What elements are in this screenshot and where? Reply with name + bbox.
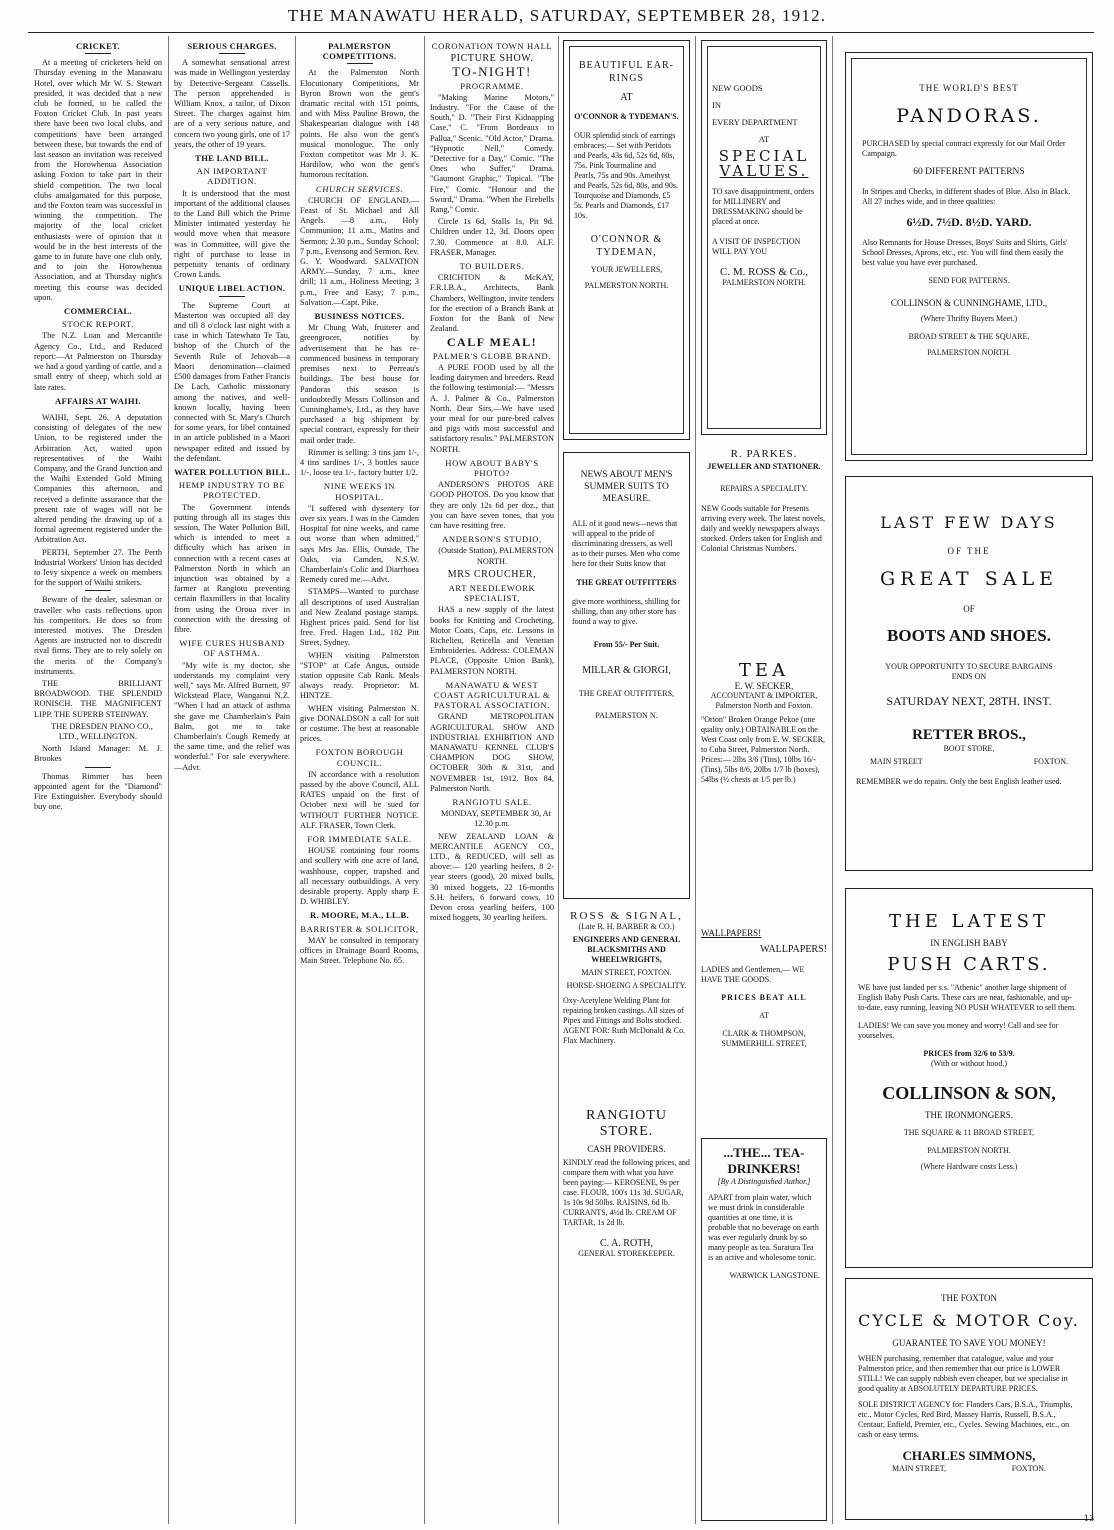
subhead-land-bill: AN IMPORTANT ADDITION.	[196, 166, 268, 187]
headline-asthma: WIFE CURES HUSBAND OF ASTHMA.	[179, 638, 285, 659]
sale-sub: YOUR OPPORTUNITY TO SECURE BARGAINS ENDS ON	[885, 662, 1053, 681]
headline-calf-meal: CALF MEAL!	[446, 335, 538, 350]
headline-commercial: COMMERCIAL.	[64, 306, 132, 317]
sale-date: MONDAY, SEPTEMBER 30, At 12.30 p.m.	[441, 809, 551, 829]
oconnor-at: AT	[620, 92, 633, 103]
sale-heading1: LAST FEW DAYS	[880, 513, 1058, 532]
ad-moore: MAY be consulted in temporary offices in Drainage Board Rooms, Main Street. Telephone No. 65.	[300, 935, 419, 966]
newsmen-title: NEWS ABOUT MEN'S SUMMER SUITS TO MEASURE.	[580, 470, 673, 504]
collinson-addr: THE SQUARE & 11 BROAD STREET,	[903, 1128, 1035, 1137]
oconnor-sub: YOUR JEWELLERS,	[590, 265, 663, 274]
parkes-heading: REPAIRS A SPECIALITY.	[720, 484, 808, 493]
headline-association: MANAWATU & WEST COAST AGRICULTURAL & PASTORAL ASSOCIATION.	[433, 679, 551, 711]
ad-anderson: ANDERSON'S PHOTOS ARE GOOD PHOTOS. Do you know that they are only 12s 6d per doz., that you can have seven tones, that you can have resitting free.	[430, 480, 554, 530]
page-number: 13	[1084, 1514, 1095, 1523]
ad-collinson-son	[845, 888, 1093, 1268]
article-stock-report: The N.Z. Loan and Mercantile Agency Co., Ltd., and Reduced report:—At Palmerston on Thursday we had a good yarding of cattle, and a small entry of sheep, which sold at late rates.	[34, 331, 162, 392]
ross-heading: ENGINEERS AND GENERAL BLACKSMITHS AND WHEELWRIGHTS,	[572, 935, 681, 964]
ad-secker-tea	[701, 660, 827, 920]
article-dresden: Beware of the dealer, salesman or traveller who casts reflections upon his competitors. He does so from interested motives. The Dresden Agents are instructed not to discredit rival firms. They are to rely solely on the merits of the Company's instruments.	[34, 595, 162, 676]
sale-of2: OF	[963, 604, 975, 614]
newsmen-body: ALL of it good news—news that will appeal to the pride of discriminating dressers, as well as to their purses. Men who come here for their Suits know that	[572, 519, 680, 568]
oconnor-title: BEAUTIFUL EAR-RINGS	[578, 60, 674, 84]
headline-town-hall: CORONATION TOWN HALL	[431, 41, 553, 51]
headline-competitions: PALMERSTON COMPETITIONS.	[322, 41, 397, 62]
sale-foot: REMEMBER we do repairs. Only the best English leather used.	[856, 777, 1062, 786]
headline-rangiotu-sale: RANGIOTU SALE.	[452, 797, 532, 808]
pandoras-place: PALMERSTON NORTH.	[927, 348, 1011, 357]
article-hospital: "I suffered with dysentery for over six years. I was in the Camden Hospital for nine weeks, and came out worse than when admitted," says Mrs Jas. Ellis, Outside, The Oaks, via Camden, N.S.W. Chamberlain's Colic and Diarrhoea Remedy cured me.—Advt.	[300, 503, 419, 585]
push-hood: (With or without hood.)	[930, 1059, 1008, 1068]
anderson-address: (Outside Station), PALMERSTON NORTH.	[438, 546, 554, 566]
ad-builders: CRICHTON & McKAY, F.R.I.B.A., Architects, Bank Chambers, Wellington, invite tenders for the erection of a Branch Bank at Foxton for the Bank of New Zealand.	[430, 273, 554, 334]
rangiotu-sub: CASH PROVIDERS.	[587, 1144, 666, 1154]
push-heading2: PUSH CARTS.	[887, 954, 1051, 975]
ad-oconnor-tydeman	[563, 40, 690, 440]
ross2-visit: A VISIT OF INSPECTION WILL PAY YOU	[712, 237, 801, 256]
rangiotu-body: KINDLY read the following prices, and compare them with what you have been paying:— KEROSENE, 9s per case. FLOUR, 100's 11s 3d. SUGAR, 1s 10s 9d 50lbs. RAISINS, 6d lb. CURRANTS, 4½d lb. CREAM OF TARTAR, 1s 2d lb.	[563, 1158, 690, 1227]
subhead-stock-report: STOCK REPORT.	[62, 319, 134, 330]
dresden-company: THE DRESDEN PIANO CO., LTD., WELLINGTON.	[51, 721, 153, 741]
ross2-special: SPECIAL	[718, 147, 810, 165]
newsmen-tag: THE GREAT OUTFITTERS,	[578, 689, 675, 698]
push-body2: LADIES! We can save you money and worry! Call and see for yourselves.	[858, 1021, 1059, 1040]
parkes-sub: JEWELLER AND STATIONER.	[707, 462, 821, 471]
ad-retter-bros	[845, 476, 1093, 871]
pandoras-sub: (Where Thrifty Buyers Meet.)	[920, 314, 1018, 323]
masthead: THE MANAWATU HERALD, SATURDAY, SEPTEMBER 28, 1912.	[287, 6, 827, 25]
programme-prices: Circle 1s 6d, Stalls 1s, Pit 9d. Children under 12, 3d. Doors open 7.30. Commence at 8.0. ALF. FRASER, Manager.	[430, 217, 554, 257]
pandoras-name: COLLINSON & CUNNINGHAME, LTD.,	[890, 298, 1048, 308]
column-divider	[695, 36, 696, 1524]
ad-rangiotu-store	[563, 1108, 690, 1513]
teadrinkers-sign: WARWICK LANGSTONE.	[729, 1271, 820, 1280]
column-1	[34, 38, 162, 1520]
teadrinkers-title: ...THE... TEA-DRINKERS!	[723, 1145, 805, 1176]
cycle-guarantee: GUARANTEE TO SAVE YOU MONEY!	[892, 1338, 1046, 1348]
pandoras-body2: In Stripes and Checks, in different shades of Blue. Also in Black. All 27 inches wide, and in three qualities:	[862, 187, 1071, 206]
push-sub: IN ENGLISH BABY	[930, 938, 1008, 948]
programme-list: "Making Marine Motors," Industry. "For the Cause of the South," D. "Their First Kidnapping Case," C. "From Bordeaux to Pallua," Scenic. "Old Actor," Drama. "Hypnotic Nell," Comedy. "Detective for a Day," Comic. "The Ones who Suffer," Drama. "Gaumont Graphic," Topical. "The Fire," Comic. "Honour and the Sword," Drama. "When the Firebells Rang," Comic.	[430, 92, 554, 215]
headline-land-bill: THE LAND BILL.	[195, 153, 269, 164]
teadrinkers-body: APART from plain water, which we must drink in considerable quantities at one time, it is probable that no beverage on earth was ever regularly drunk by so many people as tea. Suratura Tea is an active and wholesome tonic.	[708, 1193, 819, 1262]
pandoras-body3: Also Remnants for House Dresses, Boys' Suits and Shirts, Girls' School Dresses, Aprons, etc., etc. You will find them easily the best value you have ever purchased.	[862, 238, 1068, 267]
tea-body: "Orion" Broken Orange Pekoe (one quality only.) OBTAINABLE on the West Coast only from E. W. SECKER, to Cuba Street, Palmerston North. Prices:— 2lbs 3/6 (Tins), 10lbs 16/- (Tins), 5lbs 8/6, 20lbs 1/7 lb (boxes), 54lbs (½ chests at 1/5 per lb.)	[701, 715, 826, 784]
subhead-calf-meal: PALMER'S GLOBE BRAND.	[432, 350, 552, 361]
ad-association: GRAND METROPOLITAN AGRICULTURAL SHOW AND INDUSTRIAL EXHIBITION AND MANAWATU KENNEL CLUB'S CHAMPION DOG SHOW, OCTOBER 30th & 31st, and NOVEMBER 1st, 1912. Box 84, Palmerston North.	[430, 712, 554, 793]
cycle-title: CYCLE & MOTOR Coy.	[858, 1311, 1080, 1330]
pandoras-patterns: 60 DIFFERENT PATTERNS	[913, 167, 1025, 177]
cycle-name: CHARLES SIMMONS,	[902, 1448, 1036, 1463]
dresden-manager: North Island Manager: M. J. Brookes	[34, 744, 162, 764]
headline-waihi: AFFAIRS AT WAIHI.	[55, 395, 141, 406]
headline-serious-charges: SERIOUS CHARGES.	[187, 41, 277, 51]
tea-sub: ACCOUNTANT & IMPORTER,	[710, 691, 818, 700]
article-business: Mr Chung Wah, fruiterer and greengrocer, notifies by advertisement that he has re-commenced business in temporary premises next to Perreau's buildings. The best house for Pandoras this season is undoubtedly Messrs Collinson and Cunninghame's, Ltd., as they have purchased a big shipment by special contract, expressly for their mail order trade.	[300, 323, 419, 445]
subhead-hemp: HEMP INDUSTRY TO BE PROTECTED.	[178, 480, 286, 501]
article-church: CHURCH OF ENGLAND.—Feast of St. Michael and All Angels. —8 a.m., Holy Communion; 11 a.m., Matins and Sermon; 2.30 p.m., Sunday School; 7 p.m., Evensong and Sermon. Rev. G. Y. Woodward. SALVATION ARMY.—Sunday, 7 a.m., knee drill; 11 a.m., Holiness Meeting; 3 p.m., Free and Easy; 7 p.m., Salvation.—Capt. Pike.	[300, 195, 419, 307]
ross2-in: IN	[712, 100, 721, 110]
cycle-main: MAIN STREET,	[892, 1464, 947, 1473]
ad-millar-giorgi	[563, 452, 690, 899]
column-divider	[295, 36, 296, 1524]
article-cricket: At a meeting of cricketers held on Thursday evening in the Manawatu Hotel, over which Mr W. S. Stewart presided, it was decided that a new club be formed, to be called the Foxton Cricket Club. In past years there have been two local clubs, and competitions have been arranged between these, but towards the end of last season an invitation was received from the Horowhenua Association asking Foxton to take part in their shield competition. The two local clubs amalgamated for this purpose, and the Foxton team was successful in winning the competition. The majority of the local cricket enthusiasts were of opinion that it would be in the best interests of the game to in future have one club only, and to join the Horowhenua Association, and at Thursday night's meeting this course was decided upon.	[34, 58, 162, 302]
tea-name: E. W. SECKER,	[734, 681, 794, 691]
headline-tonight: TO-NIGHT!	[452, 64, 532, 80]
ad-ross-signal	[563, 910, 690, 1100]
column-divider	[424, 36, 425, 1524]
ross2-place: PALMERSTON NORTH.	[722, 278, 806, 287]
rangiotu-name: C. A. ROTH,	[599, 1238, 654, 1249]
ross-title: ROSS & SIGNAL,	[570, 910, 683, 922]
article-serious-charges: A somewhat sensational arrest was made in Wellington yesterday by Detective-Sergeant Cassells. The person apprehended is William Knox, a tailor, of Dixon Street. The charges against him are of a very serious nature, and concern two young girls, one of 17 years, the other of 19 years.	[174, 58, 290, 149]
oconnor-shop: O'CONNOR & TYDEMAN'S.	[574, 112, 679, 121]
tea-title: TEA	[738, 660, 790, 681]
oconnor-body: OUR splendid stock of earrings embraces:— Set with Peridots and Pearls, 43s 6d, 52s 6d, 60s, 75s. Pink Tourmaline and Pearls, 75s and 90s. Amethyst and Pearls, 52s 6d, 80s, and 90s. Tourquoise and Diamonds, £5 5s. Pearls and Diamonds, £17 10s.	[574, 131, 678, 220]
headline-sale: FOR IMMEDIATE SALE.	[307, 834, 412, 845]
ross-heading2: HORSE-SHOEING A SPECIALITY.	[566, 981, 687, 990]
headline-cricket: CRICKET.	[75, 41, 121, 51]
column-3	[300, 38, 419, 1520]
ad-loan-agency: NEW ZEALAND LOAN & MERCANTILE AGENCY CO., LTD., & REDUCED, will sell as above:— 120 yearling heifers, 8 2-year steers (good), 20 mixed bulls, 30 mixed hoggets, 22 16-months S.H. heifers, 6 forward cows, 10 Devon cross yearling heifers, 100 mixed hoggets, 30 yearling heifers.	[430, 831, 554, 923]
article-pianos: THE BRILLIANT BROADWOOD. THE SPLENDID RONISCH. THE MAGNIFICENT LIPP. THE SUPERB STEINWAY.	[34, 678, 162, 719]
article-waihi: WAIHI, Sept. 26. A deputation consisting of delegates of the new Union, to be registered under the Arbitration Act, waited upon representatives of the Waihi Company, and the Grand Junction and the Waihi Extended Gold Mining Companies this afternoon, and received a definite assurance that the present rate of wages will not be altered pending the drawing up of a formal agreement registered under the Arbitration Act.	[34, 412, 162, 545]
notice-borough: IN accordance with a resolution passed by the above Council, ALL RATES unpaid on the first of October next will be sued for WITHOUT FURTHER NOTICE. ALF. FRASER, Town Clerk.	[300, 769, 419, 830]
ad-donaldson: WHEN visiting Palmerston N. give DONALDSON a call for suit or costume. The best at reasonable prices.	[300, 703, 419, 744]
teadrinkers-sub: [By A Distinguished Author.]	[717, 1177, 811, 1186]
oconnor-place: PALMERSTON NORTH.	[584, 281, 669, 290]
headline-church: CHURCH SERVICES.	[315, 183, 404, 194]
ross2-name: C. M. ROSS & Co.,	[719, 266, 809, 278]
ad-wallpapers	[701, 928, 827, 1078]
pandoras-body: PURCHASED by special contract expressly for our Mail Order Campaign.	[862, 139, 1066, 158]
headline-borough: FOXTON BOROUGH COUNCIL.	[315, 747, 404, 768]
ad-tea-drinkers	[701, 1138, 827, 1521]
collinson-note: (Where Hardware costs Less.)	[920, 1162, 1018, 1171]
rangiotu-tag: GENERAL STOREKEEPER.	[578, 1249, 675, 1258]
push-prices: PRICES from 32/6 to 53/9.	[923, 1049, 1015, 1058]
rangiotu-title: RANGIOTU STORE.	[585, 1108, 668, 1139]
cycle-body2: SOLE DISTRICT AGENCY for: Flanders Cars, B.S.A., Triumphs, etc., Motor Cycles, Red Bird, Massey Harris, Russell, B.S.A., Centaur, Enfield, Premier, etc., Cycles. Sewing Machines, etc., on cash or easy terms.	[858, 1400, 1073, 1439]
wallpapers-street: SUMMERHILL STREET,	[721, 1039, 807, 1048]
cycle-body: WHEN purchasing, remember that catalogue, value and your Palmerston price, and then remember that our price is LOWER STILL! We can supply rubbish even cheaper, but we specialise in good quality at ABSOLUTELY DEPARTURE PRICES.	[858, 1354, 1068, 1393]
sale-of: OF THE	[947, 546, 991, 556]
collinson-place: PALMERSTON NORTH.	[927, 1146, 1011, 1155]
wallpapers-name: CLARK & THOMPSON,	[722, 1029, 806, 1038]
cycle-heading: THE FOXTON	[940, 1293, 998, 1303]
pandoras-send: SEND FOR PATTERNS.	[928, 276, 1010, 285]
ad-parkes	[701, 448, 827, 648]
column-divider	[558, 36, 559, 1524]
ad-stamps: STAMPS—Wanted to purchase all descriptions of used Australian and New Zealand postage stamps. Highest prices paid. Send for list free. Fred. Hagen Ltd., 182 Pitt Street, Sydney.	[300, 587, 419, 648]
sale-date: SATURDAY NEXT, 28TH. INST.	[886, 694, 1052, 708]
pandoras-addr: BROAD STREET & THE SQUARE,	[908, 332, 1030, 341]
headline-programme: PROGRAMME.	[460, 80, 524, 91]
ross2-dep: EVERY DEPARTMENT	[712, 117, 798, 127]
newsmen-place: PALMERSTON N.	[595, 711, 658, 720]
newsmen-name: MILLAR & GIORGI,	[582, 665, 671, 676]
pandoras-heading: THE WORLD'S BEST	[919, 83, 1019, 93]
headline-moore: R. MOORE, M.A., LL.B.	[310, 910, 409, 921]
headline-business: BUSINESS NOTICES.	[314, 311, 405, 322]
wallpapers-heading: PRICES BEAT ALL	[721, 993, 807, 1002]
sale-name: RETTER BROS.,	[912, 727, 1026, 743]
wallpapers-title: WALLPAPERS!	[701, 928, 762, 938]
pandoras-prices: 6½D. 7½D. 8½D. YARD.	[906, 215, 1032, 229]
ad-pandoras	[845, 52, 1093, 461]
article-competitions: At the Palmerston North Elocutionary Competitions, Mr Byron Brown won the gent's dramatic recital with 151 points, and with Miss Pauline Brown, the Shakespearian dialogue with 148 points. He also won the gent's musical monologue. The only Foxton competitor was Mr J. K. Hardilow, who won the gent's humorous recitation.	[300, 68, 419, 180]
headline-libel-action: UNIQUE LIBEL ACTION.	[178, 283, 286, 294]
column-divider	[832, 36, 833, 1524]
tea-place: Palmerston North and Foxton.	[715, 701, 813, 710]
headline-builders: TO BUILDERS.	[459, 261, 525, 272]
masthead-rule	[28, 32, 1094, 33]
sale-store: BOOT STORE,	[943, 744, 995, 753]
oconnor-name: O'CONNOR & TYDEMAN,	[590, 234, 663, 258]
parkes-body: NEW Goods suitable for Presents arriving every week. The latest novels, daily and weekly newspapers always stocked. Orders taken for English and Colonial Christmas Numbers.	[701, 504, 826, 553]
article-rimmer-prices: Rimmer is selling: 3 tins jam 1/-, 4 tins sardines 1/-, 3 bottles sauce 1/-, loose tea 1/-, factory butter 1/2.	[300, 447, 419, 478]
sale-main: MAIN STREET	[870, 757, 923, 766]
sale-town: FOXTON.	[1033, 757, 1068, 766]
sale-heading2: GREAT SALE	[880, 568, 1058, 590]
column-4	[430, 38, 554, 1520]
ross2-at: AT	[758, 134, 770, 144]
ross-sub: (Late R. H. BARBER & CO.)	[578, 922, 675, 931]
headline-water-pollution: WATER POLLUTION BILL.	[174, 466, 290, 477]
headline-croucher: MRS CROUCHER,	[447, 568, 537, 580]
ross-body: Oxy-Acetylene Welding Plant for repairing broken castings. All sizes of Pipes and Fittings and Bolts stocked. AGENT FOR: Ruth McDonald & Co. Flax Machinery.	[563, 996, 686, 1045]
article-libel-action: The Supreme Court at Masterton was occupied all day and till 8 o'clock last night with a case in which Tatewhato Te Tau, bishop of the Church of the Seventh Rule of Jehovah—a Maori denomination—claimed £500 damages from Father Francis De Lach, Catholic missionary among the natives, and well-known locally, having been connected with St. Mary's Church for some years, for libel contained in an article published in a Maori newspaper edited and issued by the defendant.	[174, 300, 290, 463]
collinson-sub: THE IRONMONGERS.	[924, 1110, 1013, 1120]
ad-cm-ross	[701, 40, 827, 435]
column-divider	[168, 36, 169, 1524]
wallpapers-at: AT	[759, 1011, 769, 1020]
wallpapers-body: LADIES and Gentlemen,— WE HAVE THE GOODS.	[701, 965, 805, 984]
headline-anderson-studio: ANDERSON'S STUDIO,	[442, 534, 542, 545]
newsmen-sub: THE GREAT OUTFITTERS	[576, 578, 677, 587]
subhead-barrister: BARRISTER & SOLICITOR,	[300, 923, 419, 934]
newsmen-body2: give more worthiness, shilling for shilling, than any other store has found a way to give.	[572, 597, 681, 626]
ross-street: MAIN STREET, FOXTON.	[581, 968, 672, 977]
headline-baby-photo: HOW ABOUT BABY'S PHOTO?	[445, 457, 539, 478]
ad-cafe-angus: WHEN visiting Palmerston "STOP" at Cafe Angus, outside station opposite Cab Rank. Meals always ready. Proprietor: M. HINTZE.	[300, 650, 419, 701]
headline-hospital: NINE WEEKS IN HOSPITAL.	[323, 481, 396, 502]
ad-foxton-cycle	[845, 1278, 1093, 1520]
column-2	[174, 38, 290, 1520]
ad-house: HOUSE containing four rooms and scullery with one acre of land, washhouse, copper, trapshed and all necessary outbuildings. A very desirable property. Apply sharp F. D. WHIBLEY.	[300, 846, 419, 907]
wallpapers-title2: WALLPAPERS!	[760, 944, 827, 955]
ad-croucher: HAS a new supply of the latest books for Knitting and Crocheting, Motor Coats, Caps, etc. Lessons in Richelieu, Reticella and Venetian Embroideries. Address: COLEMAN PLACE, (Opposite Union Bank), PALMERSTON NORTH.	[430, 605, 554, 676]
subhead-croucher: ART NEEDLEWORK SPECIALIST,	[448, 582, 536, 604]
article-perth: PERTH, September 27. The Perth Industrial Workers' Union has decided to levy sixpence a week on members for the support of Waihi strikers.	[34, 547, 162, 588]
push-heading1: THE LATEST	[888, 911, 1049, 932]
article-land-bill: It is understood that the most important of the additional clauses to the Land Bill which the Prime Minister intimated yesterday he would move when that measure was in Committee, will give the right of purchase to lease in perpetuity tenants of ordinary Crown Lands.	[174, 188, 290, 280]
article-asthma: "My wife is my doctor, she understands my complaint very well," says Mr. Alfred Burnett, 97 Wickstead Place, Wanganui N.Z. "When I had an attack of asthma she gave me Chamberlain's Pain Balm, got me to take Chamberlain's Cough Remedy at the same time, and the relief was wonderful." For sale everywhere.—Advt.	[174, 660, 290, 772]
ross2-title: NEW GOODS	[712, 83, 763, 93]
ross2-body: TO save disappointment, orders for MILLINERY and DRESSMAKING should be placed at once.	[712, 187, 815, 226]
cycle-town: FOXTON.	[1011, 1464, 1046, 1473]
pandoras-title: PANDORAS.	[896, 105, 1042, 127]
sale-heading3: BOOTS AND SHOES.	[887, 626, 1051, 645]
ad-calf-meal: A PURE FOOD used by all the leading dairymen and breeders. Read the following testimonial:— "Messrs A. J. Palmer & Co., Palmerston North. Dear Sirs,—We have used your meal for our pure-bred calves and pigs with most successful and satisfactory results." PALMERSTON NORTH.	[430, 362, 554, 454]
newsmen-price: From 55/- Per Suit.	[593, 640, 660, 649]
collinson-name: COLLINSON & SON,	[882, 1083, 1056, 1103]
ross2-values: VALUES.	[719, 162, 809, 180]
article-water-pollution: The Government intends putting through all its stages this session, The Water Pollution Bill, which is intended to meet a difficulty which has arisen in connection with a recent cases at Palmerston North in which an injunction was obtained by a farmer at Rangiotu preventing certain flaxmillers in that locality from using the Oroua river in connection with the dressing of fibre.	[174, 502, 290, 634]
push-body: WE have just landed per s.s. "Athenic" another large shipment of English Baby Push Carts. These cars are neat, fashionable, and up-to-date, easy running, leaving NO PUSH WHATEVER to sell them.	[858, 983, 1077, 1012]
parkes-title: R. PARKES.	[730, 448, 798, 460]
headline-picture-show: PICTURE SHOW.	[450, 53, 534, 65]
article-rimmer: Thomas Rimmer has been appointed agent for the "Diamond" Fire Extinguisher. Everybody should buy one.	[34, 771, 162, 812]
